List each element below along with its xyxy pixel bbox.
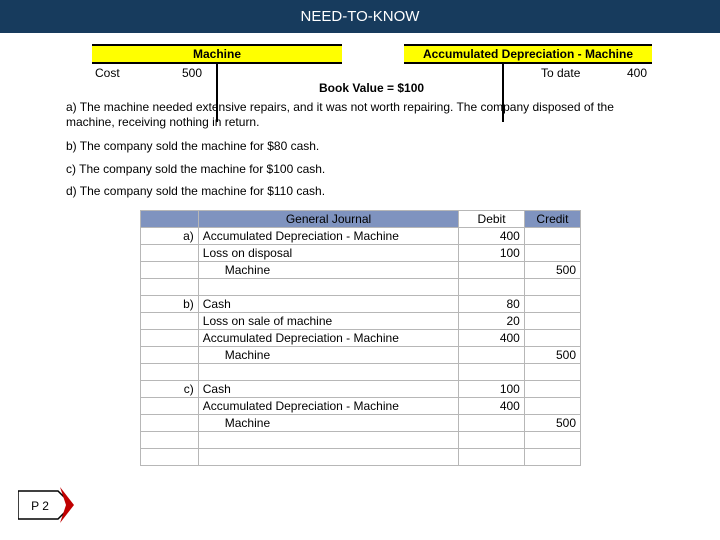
question-d: d) The company sold the machine for $110 cash. xyxy=(66,184,326,198)
journal-row-debit: 400 xyxy=(459,398,525,415)
journal-row-debit xyxy=(459,347,525,364)
journal-header-title: General Journal xyxy=(198,211,459,228)
journal-row-description xyxy=(198,279,459,296)
journal-row-debit: 100 xyxy=(459,381,525,398)
journal-row-description: Accumulated Depreciation - Machine xyxy=(198,228,459,245)
journal-row-credit xyxy=(524,381,580,398)
journal-row-credit xyxy=(524,296,580,313)
journal-row-description: Loss on sale of machine xyxy=(198,313,459,330)
journal-row-debit xyxy=(459,279,525,296)
journal-row xyxy=(141,415,581,432)
journal-header-blank xyxy=(141,211,199,228)
journal-row xyxy=(141,432,581,449)
question-a-line1: a) The machine needed extensive repairs, and it was not worth repairing. The company disposed of the xyxy=(66,100,614,114)
journal-table xyxy=(140,210,581,466)
journal-row-description xyxy=(198,432,459,449)
journal-row-credit: 500 xyxy=(524,262,580,279)
journal-row-credit xyxy=(524,313,580,330)
question-b: b) The company sold the machine for $80 cash. xyxy=(66,139,320,153)
accum-dep-to-date-value: 400 xyxy=(627,66,648,80)
journal-row-credit xyxy=(524,398,580,415)
journal-row-credit xyxy=(524,432,580,449)
journal-row-credit xyxy=(524,245,580,262)
journal-row-debit: 400 xyxy=(459,228,525,245)
journal-row-letter: c) xyxy=(141,381,199,398)
journal-row-debit: 100 xyxy=(459,245,525,262)
header-bar xyxy=(0,0,720,33)
journal-row-description: Machine xyxy=(198,347,459,364)
journal-row-debit: 20 xyxy=(459,313,525,330)
journal-row-description xyxy=(198,449,459,466)
accum-dep-account-title: Accumulated Depreciation - Machine xyxy=(422,47,634,61)
journal-row-debit xyxy=(459,364,525,381)
accum-dep-to-date-label: To date xyxy=(541,66,581,80)
journal-row-credit: 500 xyxy=(524,347,580,364)
general-journal xyxy=(140,210,581,466)
journal-row-description: Cash xyxy=(198,296,459,313)
journal-header-credit: Credit xyxy=(524,211,580,228)
p2-badge-label: P 2 xyxy=(31,499,49,513)
journal-row xyxy=(141,381,581,398)
journal-row-letter xyxy=(141,432,199,449)
journal-row-letter xyxy=(141,279,199,296)
machine-cost-label: Cost xyxy=(95,66,120,80)
journal-row-letter: b) xyxy=(141,296,199,313)
journal-row-letter xyxy=(141,347,199,364)
p2-badge xyxy=(18,487,74,523)
journal-row xyxy=(141,296,581,313)
journal-row xyxy=(141,347,581,364)
journal-row-letter xyxy=(141,313,199,330)
journal-row-letter: a) xyxy=(141,228,199,245)
accum-dep-account-header xyxy=(404,44,652,64)
journal-row-debit xyxy=(459,415,525,432)
journal-row-credit xyxy=(524,330,580,347)
journal-row xyxy=(141,330,581,347)
journal-row xyxy=(141,228,581,245)
journal-row-credit xyxy=(524,279,580,296)
journal-row-letter xyxy=(141,398,199,415)
question-a-line2: machine, receiving nothing in return. xyxy=(66,115,260,129)
journal-header-row xyxy=(141,211,581,228)
journal-row xyxy=(141,364,581,381)
journal-row-letter xyxy=(141,364,199,381)
journal-row-credit xyxy=(524,228,580,245)
page-title: NEED-TO-KNOW xyxy=(300,8,420,25)
journal-row-letter xyxy=(141,449,199,466)
journal-row xyxy=(141,313,581,330)
journal-row-credit xyxy=(524,364,580,381)
journal-row xyxy=(141,262,581,279)
journal-row-debit xyxy=(459,432,525,449)
journal-row-credit xyxy=(524,449,580,466)
journal-row-letter xyxy=(141,245,199,262)
journal-row-letter xyxy=(141,330,199,347)
journal-row-description xyxy=(198,364,459,381)
journal-row-debit xyxy=(459,449,525,466)
journal-row-description: Machine xyxy=(198,262,459,279)
journal-row-description: Cash xyxy=(198,381,459,398)
journal-row-letter xyxy=(141,262,199,279)
journal-header-debit: Debit xyxy=(459,211,525,228)
journal-row xyxy=(141,398,581,415)
journal-row-description: Machine xyxy=(198,415,459,432)
journal-row-letter xyxy=(141,415,199,432)
journal-row-debit: 400 xyxy=(459,330,525,347)
journal-row-description: Accumulated Depreciation - Machine xyxy=(198,398,459,415)
journal-body xyxy=(141,228,581,466)
journal-row-debit: 80 xyxy=(459,296,525,313)
journal-row-debit xyxy=(459,262,525,279)
machine-cost-value: 500 xyxy=(182,66,203,80)
journal-row-credit: 500 xyxy=(524,415,580,432)
journal-row xyxy=(141,449,581,466)
journal-row-description: Accumulated Depreciation - Machine xyxy=(198,330,459,347)
machine-account-header xyxy=(92,44,342,64)
journal-row xyxy=(141,279,581,296)
book-value-label: Book Value = $100 xyxy=(319,81,425,95)
machine-account-title: Machine xyxy=(192,47,241,61)
journal-row-description: Loss on disposal xyxy=(198,245,459,262)
journal-row xyxy=(141,245,581,262)
question-c: c) The company sold the machine for $100 cash. xyxy=(66,162,326,176)
